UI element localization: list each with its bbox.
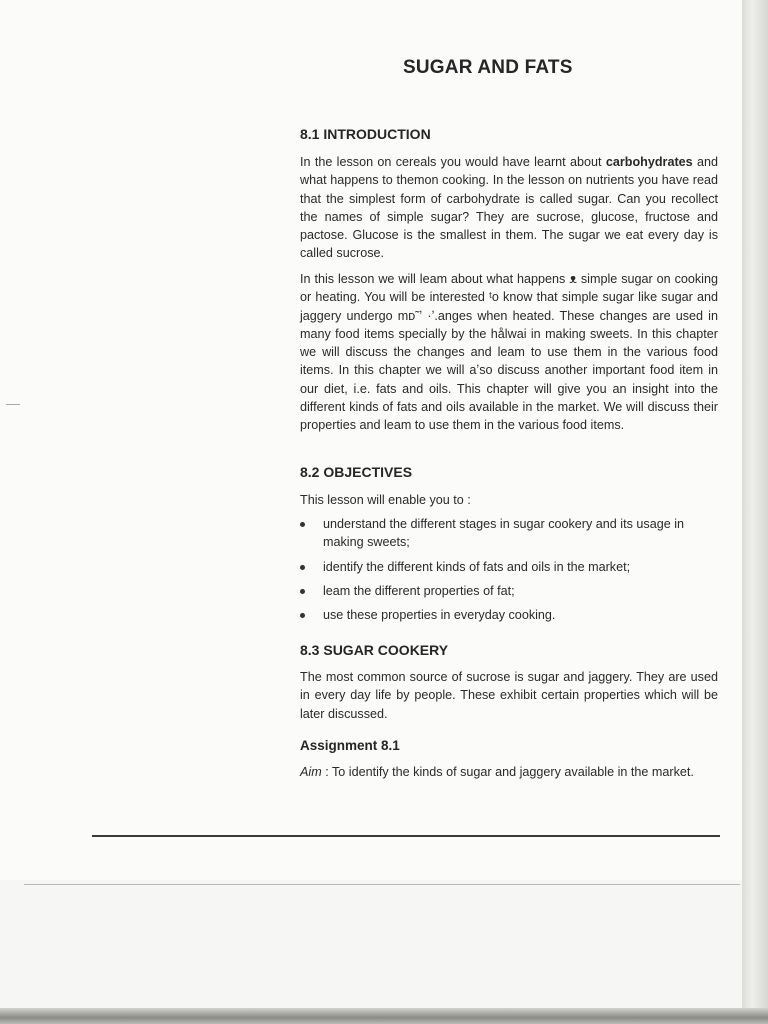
sugar-cookery-paragraph: The most common source of sucrose is sugar and jaggery. They are used in every day life by people. These exhibit certain properties which will be later discussed. xyxy=(300,670,718,721)
bullet-icon xyxy=(300,613,305,618)
page-underlay xyxy=(0,880,742,1012)
intro-paragraph-2: In this lesson we will leam about what happens ᴥ simple sugar on cooking or heating. You will be interested ᵗo know that simple sugar like sugar and jaggery undergo mᴅ˜ʼ ·ʼ.anges when heated. These changes are used in many food items specially by the hålwai in making sweets. In this chapter we will discuss the changes and leam to use them in the various food items. In this chapter we will aʼso discuss another important food item in our diet, i.e. fats and oils. This chapter will give you an insight into the different kinds of fats and oils available in the market. We will discuss their properties and leam to use them in the various food items. xyxy=(300,272,718,433)
objectives-intro: This lesson will enable you to : xyxy=(300,493,471,507)
footer-rule xyxy=(92,835,720,837)
scan-bottom-edge xyxy=(0,1008,768,1024)
page-edge-line xyxy=(24,884,740,885)
aim-text: : To identify the kinds of sugar and jaggery available in the market. xyxy=(321,765,694,779)
objective-text: identify the different kinds of fats and oils in the market; xyxy=(323,559,631,574)
bullet-icon xyxy=(300,522,305,527)
intro-p1-text-end: and what happens to themon cooking. In the lesson on nutrients you have read that the simplest form of carbohydrate is called sugar. Can you recollect the names of simple sugar? They are sucrose, glucose, fructose and pactose. Glucose is the smallest in them. The sugar we eat every day is called sucrose. xyxy=(300,155,718,261)
assignment-aim xyxy=(300,763,718,781)
intro-paragraph-1 xyxy=(300,153,718,263)
objective-item xyxy=(300,515,720,552)
intro-p1-bold-term: carbohydrates xyxy=(605,155,693,169)
objective-item xyxy=(300,606,720,624)
objective-text: understand the different stages in sugar cookery and its usage in making sweets; xyxy=(323,517,685,550)
scan-speck xyxy=(6,404,20,405)
objectives-list xyxy=(300,515,720,630)
section-heading-objectives: 8.2 OBJECTIVES xyxy=(300,464,413,480)
objective-text: use these properties in everyday cooking. xyxy=(323,608,556,623)
objective-item xyxy=(300,558,720,576)
objective-text: leam the different properties of fat; xyxy=(323,583,515,598)
assignment-heading: Assignment 8.1 xyxy=(300,738,400,753)
bullet-icon xyxy=(300,589,305,594)
intro-p1-text-start: In the lesson on cereals you would have learnt about xyxy=(300,155,606,169)
aim-label: Aim xyxy=(300,765,322,779)
bullet-icon xyxy=(300,565,305,570)
section-heading-sugar-cookery: 8.3 SUGAR COOKERY xyxy=(300,642,449,658)
section-heading-introduction: 8.1 INTRODUCTION xyxy=(300,126,431,142)
page-title: SUGAR AND FATS xyxy=(403,57,573,78)
objective-item xyxy=(300,582,720,600)
scan-right-edge xyxy=(742,0,768,1024)
